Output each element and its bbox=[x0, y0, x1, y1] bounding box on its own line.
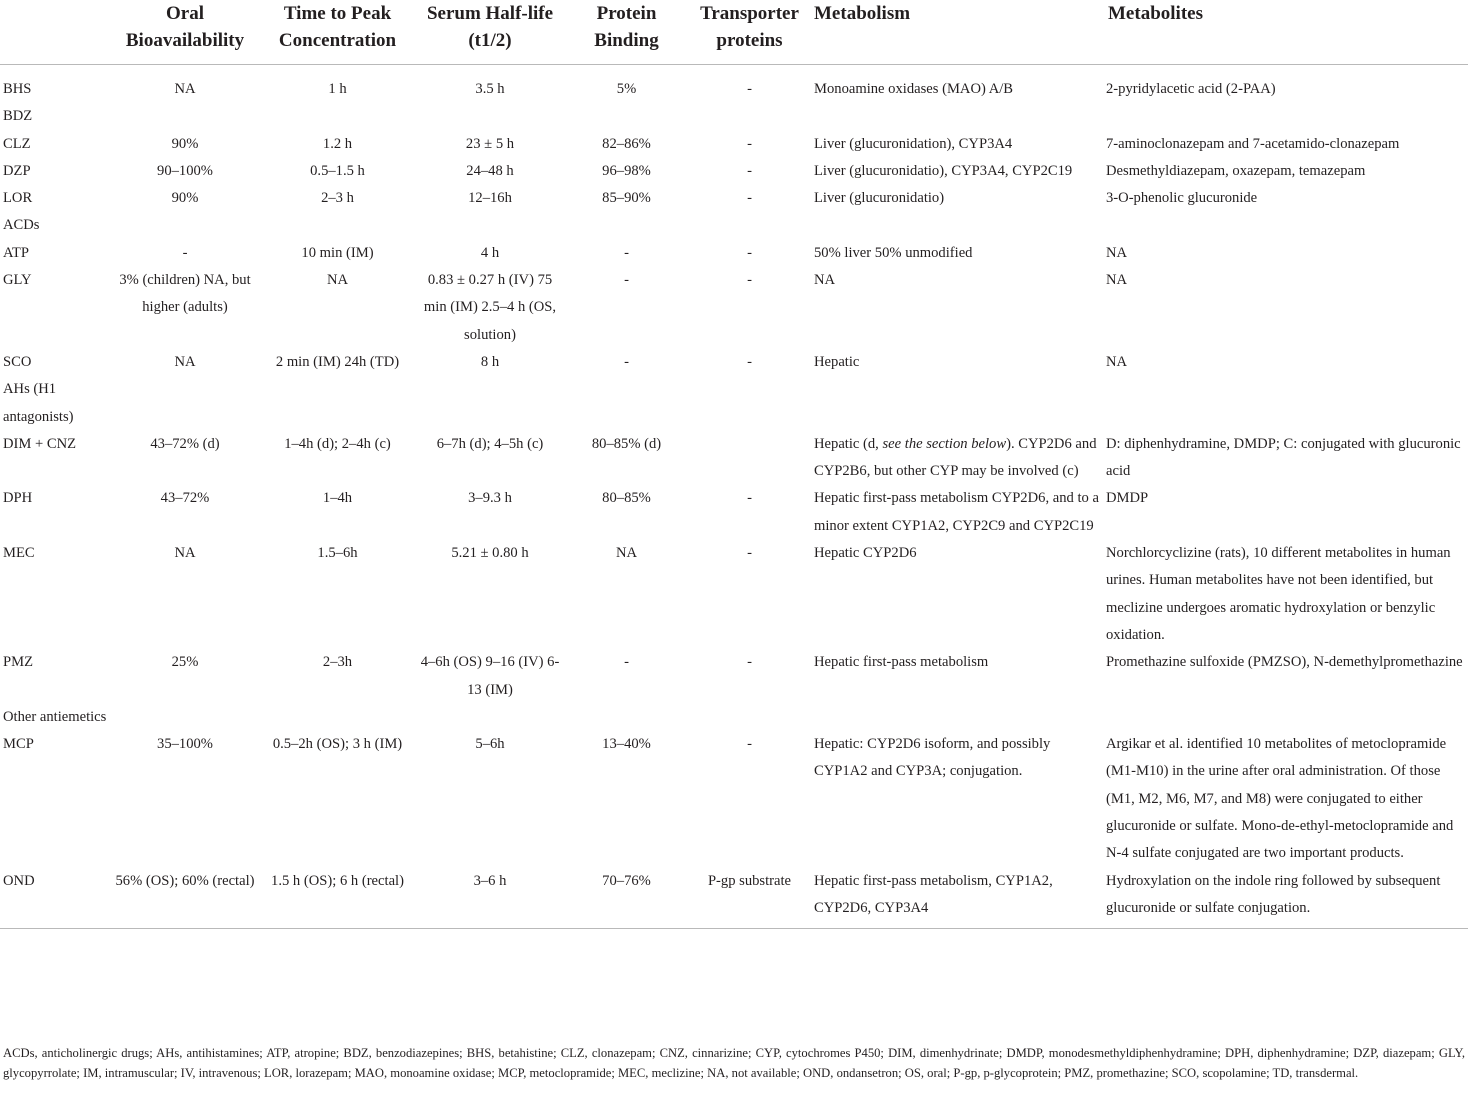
cell-metabolites: Hydroxylation on the indole ring followed by subsequent glucuronide or sulfate conjugation. bbox=[1105, 868, 1468, 929]
header-time-to-peak: Time to Peak Concentration bbox=[260, 0, 415, 65]
cell-time-to-peak: 1–4h (d); 2–4h (c) bbox=[284, 435, 391, 452]
cell-drug: OND bbox=[0, 868, 110, 929]
cell-oral-bioavailability: 90–100% bbox=[157, 162, 213, 179]
cell-metabolites bbox=[1105, 212, 1468, 239]
abbreviations-footnote: ACDs, anticholinergic drugs; AHs, antihistamines; ATP, atropine; BDZ, benzodiazepines; BHS, betahistine; CLZ, clonazepam; CNZ, cinnarizine; CYP, cytochromes P450; DIM, dimenhydrinate; DMDP, monodesmethyldiphenhydramine; DPH, diphenhydramine; DZP, diazepam; GLY, glycopyrrolate; IM, intramuscular; IV, intravenous; LOR, lorazepam; MAO, monoamine oxidase; MCP, metoclopramide; MEC, meclizine; NA, not available; OND, ondansetron; OS, oral; P-gp, p-glycoprotein; PMZ, promethazine; SCO, scopolamine; TD, transdermal. bbox=[3, 1046, 1465, 1080]
cell-oral-bioavailability: 43–72% bbox=[160, 490, 210, 507]
cell-transporter: P-gp substrate bbox=[688, 868, 811, 929]
table-row bbox=[0, 868, 1468, 929]
cell-protein-binding bbox=[565, 212, 688, 239]
cell-half-life: 3–6 h bbox=[415, 868, 565, 929]
cell-transporter: - bbox=[747, 654, 752, 671]
cell-protein-binding: 70–76% bbox=[565, 868, 688, 929]
cell-metabolism bbox=[811, 212, 1105, 239]
cell-metabolism bbox=[811, 376, 1105, 431]
cell-transporter: - bbox=[747, 353, 752, 370]
cell-half-life: 5.21 ± 0.80 h bbox=[451, 545, 529, 562]
cell-protein-binding: 80–85% bbox=[602, 490, 651, 507]
cell-drug: BDZ bbox=[3, 108, 33, 125]
cell-transporter: - bbox=[747, 736, 752, 753]
cell-metabolism bbox=[811, 103, 1105, 130]
cell-oral-bioavailability: 35–100% bbox=[157, 736, 213, 753]
cell-transporter: - bbox=[747, 81, 752, 97]
cell-oral-bioavailability: 25% bbox=[171, 654, 199, 671]
cell-drug: ATP bbox=[3, 244, 29, 261]
cell-half-life: 23 ± 5 h bbox=[465, 135, 515, 152]
cell-half-life: 4–6h (OS) 9–16 (IV) 6-13 (IM) bbox=[420, 654, 560, 698]
cell-drug: DIM + CNZ bbox=[3, 435, 77, 452]
table-row bbox=[0, 485, 1468, 540]
cell-metabolism: Hepatic CYP2D6 bbox=[814, 545, 917, 562]
cell-protein-binding: 13–40% bbox=[602, 736, 651, 753]
cell-metabolites bbox=[1105, 376, 1468, 431]
header-oral-bioavailability: Oral Bioavailability bbox=[110, 0, 260, 65]
cell-drug: GLY bbox=[3, 272, 32, 289]
cell-drug: CLZ bbox=[3, 135, 31, 152]
header-drug bbox=[0, 0, 110, 65]
table-row bbox=[0, 349, 1468, 376]
cell-metabolism: Hepatic first-pass metabolism bbox=[814, 654, 989, 671]
cell-metabolism: Hepatic: CYP2D6 isoform, and possibly CYP1A2 and CYP3A; conjugation. bbox=[814, 736, 1051, 780]
table-row bbox=[0, 65, 1468, 104]
cell-drug: AHs (H1 antagonists) bbox=[3, 381, 74, 425]
cell-metabolites: NA bbox=[1106, 353, 1128, 370]
cell-protein-binding: - bbox=[624, 272, 629, 289]
cell-half-life: 3.5 h bbox=[475, 81, 505, 97]
table-row bbox=[0, 431, 1468, 486]
cell-metabolism: Hepatic (d, see the section below). CYP2D6 and CYP2B6, but other CYP may be involved (c) bbox=[814, 435, 1097, 480]
cell-metabolism: Liver (glucuronidatio) bbox=[814, 190, 945, 207]
table-row bbox=[0, 704, 1468, 731]
cell-transporter: - bbox=[747, 244, 752, 261]
cell-time-to-peak: 10 min (IM) bbox=[301, 244, 374, 261]
cell-half-life bbox=[415, 376, 565, 431]
cell-drug: BHS bbox=[3, 81, 32, 97]
cell-oral-bioavailability: 3% (children) NA, but higher (adults) bbox=[119, 272, 251, 316]
cell-protein-binding: - bbox=[624, 654, 629, 671]
cell-transporter: - bbox=[747, 162, 752, 179]
cell-metabolites: NA bbox=[1106, 244, 1128, 261]
cell-drug: SCO bbox=[3, 353, 32, 370]
cell-transporter bbox=[688, 704, 811, 731]
table-header bbox=[0, 0, 1468, 65]
header-transporter-proteins: Transporter proteins bbox=[688, 0, 811, 65]
cell-time-to-peak: 1.5 h (OS); 6 h (rectal) bbox=[260, 868, 415, 929]
cell-metabolism: 50% liver 50% unmodified bbox=[814, 244, 973, 261]
cell-metabolites bbox=[1105, 103, 1468, 130]
cell-oral-bioavailability bbox=[110, 704, 260, 731]
cell-metabolism: Hepatic first-pass metabolism CYP2D6, and to a minor extent CYP1A2, CYP2C9 and CYP2C19 bbox=[814, 490, 1099, 534]
cell-time-to-peak: NA bbox=[326, 272, 349, 289]
cell-half-life: 3–9.3 h bbox=[468, 490, 512, 507]
cell-metabolism: Liver (glucuronidation), CYP3A4 bbox=[814, 135, 1013, 152]
cell-metabolites: NA bbox=[1106, 272, 1128, 289]
cell-transporter: - bbox=[747, 272, 752, 289]
cell-drug: Other antiemetics bbox=[3, 708, 107, 725]
cell-time-to-peak: 0.5–1.5 h bbox=[310, 162, 365, 179]
table-row bbox=[0, 185, 1468, 212]
cell-half-life: 8 h bbox=[480, 353, 500, 370]
table-row bbox=[0, 103, 1468, 130]
cell-metabolites: 2-pyridylacetic acid (2-PAA) bbox=[1106, 81, 1276, 97]
table-row bbox=[0, 240, 1468, 267]
table-row bbox=[0, 212, 1468, 239]
cell-metabolism: Hepatic bbox=[814, 353, 860, 370]
cell-oral-bioavailability: NA bbox=[174, 353, 196, 370]
cell-time-to-peak: 1–4h bbox=[322, 490, 353, 507]
cell-protein-binding bbox=[565, 103, 688, 130]
cell-half-life: 24–48 h bbox=[466, 162, 514, 179]
cell-oral-bioavailability: 90% bbox=[171, 135, 199, 152]
cell-oral-bioavailability: 43–72% (d) bbox=[150, 435, 220, 452]
table-row bbox=[0, 731, 1468, 867]
cell-time-to-peak bbox=[260, 103, 415, 130]
cell-time-to-peak bbox=[260, 704, 415, 731]
cell-drug: DZP bbox=[3, 162, 31, 179]
cell-oral-bioavailability: 56% (OS); 60% (rectal) bbox=[110, 868, 260, 929]
header-half-life: Serum Half-life (t1/2) bbox=[415, 0, 565, 65]
cell-transporter bbox=[688, 103, 811, 130]
cell-drug: LOR bbox=[3, 190, 33, 207]
cell-protein-binding: NA bbox=[615, 545, 638, 562]
cell-metabolites bbox=[1105, 704, 1468, 731]
cell-half-life: 0.83 ± 0.27 h (IV) 75 min (IM) 2.5–4 h (OS, solution) bbox=[423, 272, 557, 343]
cell-drug: PMZ bbox=[3, 654, 34, 671]
cell-transporter: - bbox=[747, 545, 752, 562]
cell-protein-binding: - bbox=[624, 353, 629, 370]
cell-oral-bioavailability: NA bbox=[174, 81, 196, 97]
cell-metabolism: Monoamine oxidases (MAO) A/B bbox=[814, 81, 1014, 97]
cell-time-to-peak bbox=[260, 212, 415, 239]
cell-time-to-peak: 1 h bbox=[328, 81, 347, 97]
header-metabolites: Metabolites bbox=[1105, 0, 1468, 65]
table-row bbox=[0, 376, 1468, 431]
cell-time-to-peak: 2–3 h bbox=[321, 190, 354, 207]
cell-oral-bioavailability: NA bbox=[174, 545, 196, 562]
cell-metabolites: 3-O-phenolic glucuronide bbox=[1106, 190, 1258, 207]
cell-half-life bbox=[415, 704, 565, 731]
table-row bbox=[0, 649, 1468, 704]
cell-oral-bioavailability bbox=[110, 103, 260, 130]
cell-time-to-peak: 2 min (IM) 24h (TD) bbox=[275, 353, 400, 370]
table-body bbox=[0, 65, 1468, 929]
cell-transporter bbox=[688, 212, 811, 239]
cell-drug: DPH bbox=[3, 490, 33, 507]
cell-metabolites: Promethazine sulfoxide (PMZSO), N-demethylpromethazine bbox=[1106, 654, 1463, 671]
cell-protein-binding: 82–86% bbox=[602, 135, 651, 152]
table-row bbox=[0, 131, 1468, 158]
cell-half-life: 6–7h (d); 4–5h (c) bbox=[436, 435, 544, 452]
cell-metabolites: Desmethyldiazepam, oxazepam, temazepam bbox=[1106, 162, 1366, 179]
cell-half-life: 12–16h bbox=[468, 190, 512, 207]
cell-metabolites: Norchlorcyclizine (rats), 10 different metabolites in human urines. Human metabolites have not been identified, but meclizine undergoes aromatic hydroxylation or benzylic oxidation. bbox=[1106, 545, 1451, 643]
cell-time-to-peak: 1.5–6h bbox=[317, 545, 358, 562]
cell-protein-binding bbox=[565, 376, 688, 431]
cell-oral-bioavailability: - bbox=[182, 244, 188, 261]
cell-metabolites: DMDP bbox=[1106, 490, 1149, 507]
cell-protein-binding: 5% bbox=[616, 81, 637, 97]
cell-half-life bbox=[415, 212, 565, 239]
cell-oral-bioavailability bbox=[110, 376, 260, 431]
cell-transporter: - bbox=[747, 490, 752, 507]
cell-transporter bbox=[688, 431, 811, 486]
cell-drug: MEC bbox=[3, 545, 35, 562]
cell-protein-binding: 96–98% bbox=[602, 162, 651, 179]
cell-transporter bbox=[688, 376, 811, 431]
header-metabolism: Metabolism bbox=[811, 0, 1105, 65]
cell-half-life bbox=[415, 103, 565, 130]
cell-metabolism bbox=[811, 704, 1105, 731]
cell-drug: MCP bbox=[3, 736, 34, 753]
cell-metabolism: NA bbox=[814, 272, 836, 289]
cell-protein-binding bbox=[565, 704, 688, 731]
cell-time-to-peak bbox=[260, 376, 415, 431]
cell-time-to-peak: 2–3h bbox=[322, 654, 353, 671]
table-row bbox=[0, 158, 1468, 185]
cell-half-life: 4 h bbox=[480, 244, 500, 261]
cell-oral-bioavailability: 90% bbox=[171, 190, 199, 207]
cell-protein-binding: 80–85% (d) bbox=[591, 435, 662, 452]
cell-metabolites: D: diphenhydramine, DMDP; C: conjugated with glucuronic acid bbox=[1106, 435, 1461, 480]
cell-half-life: 5–6h bbox=[475, 736, 505, 753]
header-protein-binding: Protein Binding bbox=[565, 0, 688, 65]
cell-transporter: - bbox=[747, 135, 752, 152]
table-row bbox=[0, 540, 1468, 649]
cell-time-to-peak: 0.5–2h (OS); 3 h (IM) bbox=[272, 736, 403, 753]
cell-protein-binding: 85–90% bbox=[602, 190, 651, 207]
cell-oral-bioavailability bbox=[110, 212, 260, 239]
cell-metabolites: 7-aminoclonazepam and 7-acetamido-clonazepam bbox=[1106, 135, 1400, 152]
cell-metabolism: Liver (glucuronidatio), CYP3A4, CYP2C19 bbox=[814, 162, 1073, 179]
cell-drug: ACDs bbox=[3, 217, 40, 234]
cell-time-to-peak: 1.2 h bbox=[322, 135, 353, 152]
cell-transporter: - bbox=[747, 190, 752, 207]
table-row bbox=[0, 267, 1468, 349]
cell-metabolism: Hepatic first-pass metabolism, CYP1A2, CYP2D6, CYP3A4 bbox=[811, 868, 1105, 929]
cell-protein-binding: - bbox=[624, 244, 629, 261]
cell-metabolites: Argikar et al. identified 10 metabolites of metoclopramide (M1-M10) in the urine after oral administration. Of those (M1, M2, M6, M7, and M8) were conjugated to either glucuronide or sulfate. Mono-de-ethyl-metoclopramide and N-4 sulfate conjugated are two important products. bbox=[1106, 736, 1454, 862]
